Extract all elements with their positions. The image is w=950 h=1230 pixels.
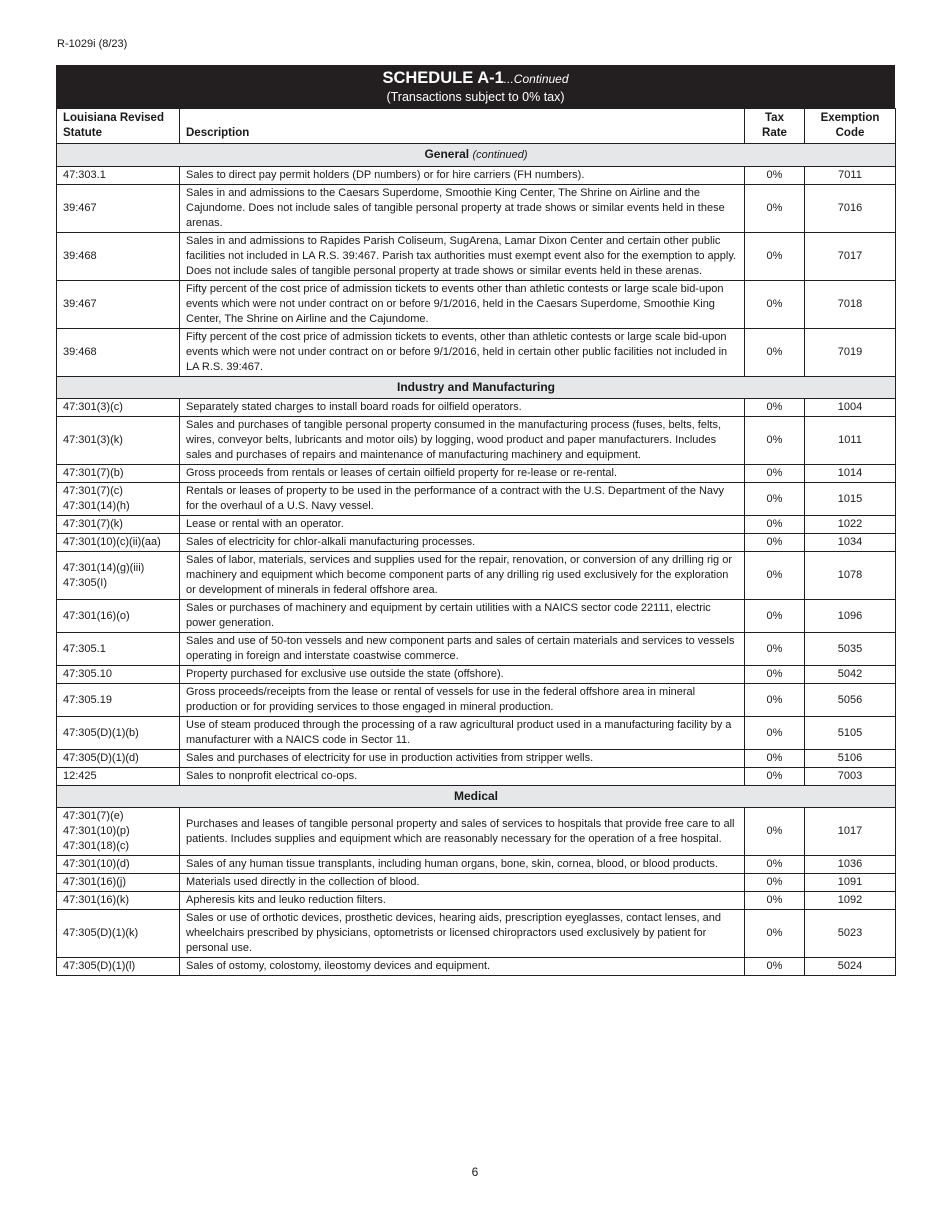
statute-cell bbox=[57, 329, 180, 377]
table-row bbox=[57, 684, 896, 717]
table-row bbox=[57, 167, 896, 185]
section-title-note: (continued) bbox=[472, 149, 528, 161]
statute-cell bbox=[57, 417, 180, 465]
tax-rate-cell: 0% bbox=[745, 666, 805, 684]
exemption-code-cell: 1015 bbox=[805, 483, 896, 516]
description-cell: Sales of electricity for chlor-alkali manufacturing processes. bbox=[180, 534, 745, 552]
statute-cell bbox=[57, 768, 180, 786]
statute-cell bbox=[57, 910, 180, 958]
statute-reference: 47:301(18)(c) bbox=[63, 840, 130, 852]
exemption-code-cell: 5056 bbox=[805, 684, 896, 717]
statute-reference: 47:301(7)(e) bbox=[63, 810, 124, 822]
table-row bbox=[57, 483, 896, 516]
tax-rate-cell: 0% bbox=[745, 233, 805, 281]
col-header-description: Description bbox=[180, 109, 745, 144]
table-row bbox=[57, 516, 896, 534]
banner-subtitle: (Transactions subject to 0% tax) bbox=[386, 90, 565, 104]
description-cell: Sales of ostomy, colostomy, ileostomy devices and equipment. bbox=[180, 958, 745, 976]
statute-cell bbox=[57, 600, 180, 633]
exemption-code-cell: 7018 bbox=[805, 281, 896, 329]
tax-rate-cell: 0% bbox=[745, 892, 805, 910]
statute-cell bbox=[57, 233, 180, 281]
tax-rate-cell: 0% bbox=[745, 856, 805, 874]
tax-rate-cell: 0% bbox=[745, 185, 805, 233]
description-cell: Sales or purchases of machinery and equipment by certain utilities with a NAICS sector code 22111, electric power generation. bbox=[180, 600, 745, 633]
statute-reference: 47:301(3)(c) bbox=[63, 401, 123, 413]
statute-cell bbox=[57, 483, 180, 516]
section-header-row bbox=[57, 786, 896, 808]
statute-reference: 39:468 bbox=[63, 346, 97, 358]
col-header-exemption-code: Exemption Code bbox=[805, 109, 896, 144]
tax-rate-cell: 0% bbox=[745, 417, 805, 465]
statute-reference: 47:303.1 bbox=[63, 169, 106, 181]
statute-cell bbox=[57, 465, 180, 483]
table-row bbox=[57, 768, 896, 786]
tax-rate-cell: 0% bbox=[745, 516, 805, 534]
exemption-code-cell: 1004 bbox=[805, 399, 896, 417]
exemption-code-cell: 5105 bbox=[805, 717, 896, 750]
exemption-code-cell: 7016 bbox=[805, 185, 896, 233]
statute-cell bbox=[57, 958, 180, 976]
schedule-banner bbox=[56, 65, 895, 108]
statute-cell bbox=[57, 534, 180, 552]
statute-reference: 47:301(10)(d) bbox=[63, 858, 130, 870]
statute-cell bbox=[57, 185, 180, 233]
statute-reference: 47:305.1 bbox=[63, 642, 106, 655]
exemption-code-cell: 5023 bbox=[805, 910, 896, 958]
tax-rate-cell: 0% bbox=[745, 768, 805, 786]
description-cell: Sales of labor, materials, services and supplies used for the repair, renovation, or conversion of any drilling rig or machinery and equipment which become component parts of any drilling rig used exclusively for the exploration or development of minerals in federal offshore area. bbox=[180, 552, 745, 600]
statute-reference: 47:301(16)(j) bbox=[63, 876, 126, 888]
exemption-code-cell: 5035 bbox=[805, 633, 896, 666]
tax-rate-cell: 0% bbox=[745, 910, 805, 958]
statute-reference: 47:305(D)(1)(l) bbox=[63, 960, 136, 972]
description-cell: Sales to direct pay permit holders (DP numbers) or for hire carriers (FH numbers). bbox=[180, 167, 745, 185]
table-row bbox=[57, 666, 896, 684]
exemption-code-cell: 1096 bbox=[805, 600, 896, 633]
description-cell: Separately stated charges to install board roads for oilfield operators. bbox=[180, 399, 745, 417]
description-cell: Sales of any human tissue transplants, including human organs, bone, skin, cornea, blood, or blood products. bbox=[180, 856, 745, 874]
statute-reference: 47:305(D)(1)(b) bbox=[63, 726, 139, 739]
tax-rate-cell: 0% bbox=[745, 684, 805, 717]
statute-cell bbox=[57, 808, 180, 856]
statute-reference: 47:301(7)(k) bbox=[63, 518, 123, 530]
description-cell: Materials used directly in the collection of blood. bbox=[180, 874, 745, 892]
statute-cell bbox=[57, 892, 180, 910]
exemption-code-cell: 5042 bbox=[805, 666, 896, 684]
tax-rate-cell: 0% bbox=[745, 552, 805, 600]
statute-cell bbox=[57, 281, 180, 329]
statute-reference: 47:305.19 bbox=[63, 693, 112, 706]
table-row bbox=[57, 856, 896, 874]
exemption-code-cell: 7011 bbox=[805, 167, 896, 185]
statute-cell bbox=[57, 856, 180, 874]
exemption-code-cell: 5024 bbox=[805, 958, 896, 976]
table-body bbox=[57, 144, 896, 976]
banner-title-line bbox=[56, 68, 895, 89]
statute-reference: 47:301(16)(k) bbox=[63, 894, 130, 906]
section-title bbox=[57, 786, 896, 808]
description-cell: Property purchased for exclusive use outside the state (offshore). bbox=[180, 666, 745, 684]
tax-rate-cell: 0% bbox=[745, 465, 805, 483]
table-row bbox=[57, 717, 896, 750]
statute-cell bbox=[57, 750, 180, 768]
description-cell: Purchases and leases of tangible personal property and sales of services to hospitals that provide free care to all patients. Includes supplies and equipment which are reasonably necessary for the operation of a free hospital. bbox=[180, 808, 745, 856]
exemption-code-cell: 1036 bbox=[805, 856, 896, 874]
description-cell: Use of steam produced through the processing of a raw agricultural product used in a manufacturing facility by a manufacturer with a NAICS code in Sector 11. bbox=[180, 717, 745, 750]
tax-rate-cell: 0% bbox=[745, 329, 805, 377]
section-header-row bbox=[57, 144, 896, 167]
tax-rate-cell: 0% bbox=[745, 167, 805, 185]
exemption-code-cell: 1091 bbox=[805, 874, 896, 892]
table-row bbox=[57, 534, 896, 552]
table-row bbox=[57, 750, 896, 768]
statute-cell bbox=[57, 167, 180, 185]
statute-reference: 47:301(7)(c) bbox=[63, 485, 123, 497]
section-title bbox=[57, 377, 896, 399]
tax-rate-cell: 0% bbox=[745, 633, 805, 666]
statute-reference: 47:305.10 bbox=[63, 668, 112, 680]
description-cell: Sales and use of 50-ton vessels and new component parts and sales of certain materials and services to vessels operating in foreign and interstate coastwise commerce. bbox=[180, 633, 745, 666]
exemption-code-cell: 7019 bbox=[805, 329, 896, 377]
statute-reference: 47:301(14)(h) bbox=[63, 500, 130, 512]
form-id: R-1029i (8/23) bbox=[57, 38, 128, 50]
section-title-text: Industry and Manufacturing bbox=[396, 380, 555, 394]
description-cell: Gross proceeds from rentals or leases of certain oilfield property for re-lease or re-rental. bbox=[180, 465, 745, 483]
description-cell: Lease or rental with an operator. bbox=[180, 516, 745, 534]
statute-reference: 47:301(3)(k) bbox=[63, 434, 123, 446]
exemption-code-cell: 7003 bbox=[805, 768, 896, 786]
description-cell: Sales in and admissions to the Caesars Superdome, Smoothie King Center, The Shrine on Airline and the Cajundome. Does not include sales of tangible personal property at trade shows or similar events held in these arenas. bbox=[180, 185, 745, 233]
statute-reference: 47:301(16)(o) bbox=[63, 609, 130, 622]
tax-rate-cell: 0% bbox=[745, 399, 805, 417]
tax-rate-cell: 0% bbox=[745, 750, 805, 768]
table-header-row bbox=[57, 109, 896, 144]
table-row bbox=[57, 910, 896, 958]
tax-rate-cell: 0% bbox=[745, 483, 805, 516]
tax-rate-cell: 0% bbox=[745, 717, 805, 750]
schedule-sheet bbox=[56, 65, 895, 976]
statute-cell bbox=[57, 717, 180, 750]
description-cell: Sales and purchases of electricity for use in production activities from stripper wells. bbox=[180, 750, 745, 768]
statute-cell bbox=[57, 874, 180, 892]
statute-reference: 47:305(I) bbox=[63, 576, 108, 589]
exemption-code-cell: 1022 bbox=[805, 516, 896, 534]
exemption-code-cell: 1017 bbox=[805, 808, 896, 856]
statute-reference: 47:301(14)(g)(iii) bbox=[63, 561, 145, 574]
exemption-code-cell: 1092 bbox=[805, 892, 896, 910]
statute-reference: 47:305(D)(1)(k) bbox=[63, 927, 139, 939]
section-title bbox=[57, 144, 896, 167]
description-cell: Rentals or leases of property to be used in the performance of a contract with the U.S. Department of the Navy for the overhaul of a U.S. Navy vessel. bbox=[180, 483, 745, 516]
description-cell: Sales and purchases of tangible personal property consumed in the manufacturing process (fuses, belts, felts, wires, conveyor belts, lubricants and motor oils) by logging, wood product and paper manufacturers. Includes sales and purchases of repairs and maintenance of manufacturing machinery and equipment. bbox=[180, 417, 745, 465]
exemption-code-cell: 5106 bbox=[805, 750, 896, 768]
exemption-code-cell: 1078 bbox=[805, 552, 896, 600]
tax-rate-cell: 0% bbox=[745, 874, 805, 892]
banner-continued: ...Continued bbox=[503, 72, 569, 86]
statute-reference: 47:301(10)(c)(ii)(aa) bbox=[63, 536, 161, 548]
statute-reference: 39:468 bbox=[63, 250, 97, 262]
col-header-tax-rate: Tax Rate bbox=[745, 109, 805, 144]
description-cell: Sales to nonprofit electrical co-ops. bbox=[180, 768, 745, 786]
section-title-text: Medical bbox=[453, 789, 498, 803]
banner-title: SCHEDULE A-1 bbox=[382, 69, 504, 87]
tax-rate-cell: 0% bbox=[745, 808, 805, 856]
tax-rate-cell: 0% bbox=[745, 281, 805, 329]
description-cell: Sales or use of orthotic devices, prosthetic devices, hearing aids, prescription eyeglasses, contact lenses, and wheelchairs prescribed by physicians, optometrists or licensed chiropractors used exclusively by patient for personal use. bbox=[180, 910, 745, 958]
statute-cell bbox=[57, 684, 180, 717]
tax-rate-cell: 0% bbox=[745, 534, 805, 552]
statute-reference: 39:467 bbox=[63, 202, 97, 214]
table-row bbox=[57, 399, 896, 417]
table-row bbox=[57, 417, 896, 465]
table-row bbox=[57, 633, 896, 666]
tax-rate-cell: 0% bbox=[745, 600, 805, 633]
description-cell: Apheresis kits and leuko reduction filters. bbox=[180, 892, 745, 910]
exemption-code-cell: 1014 bbox=[805, 465, 896, 483]
statute-reference: 47:305(D)(1)(d) bbox=[63, 752, 139, 764]
table-row bbox=[57, 281, 896, 329]
statute-reference: 39:467 bbox=[63, 298, 97, 310]
exemption-code-cell: 1034 bbox=[805, 534, 896, 552]
table-row bbox=[57, 874, 896, 892]
page-number: 6 bbox=[471, 1165, 479, 1179]
description-cell: Fifty percent of the cost price of admission tickets to events, other than athletic contests or large scale bid-upon events which were not under contract on or before 9/1/2016, held in certain other public facilities not included in LA R.S. 39:467. bbox=[180, 329, 745, 377]
table-row bbox=[57, 808, 896, 856]
table-row bbox=[57, 465, 896, 483]
statute-cell bbox=[57, 633, 180, 666]
statute-cell bbox=[57, 399, 180, 417]
statute-cell bbox=[57, 666, 180, 684]
section-header-row bbox=[57, 377, 896, 399]
statute-reference: 47:301(7)(b) bbox=[63, 467, 124, 479]
exemption-code-cell: 1011 bbox=[805, 417, 896, 465]
statute-cell bbox=[57, 516, 180, 534]
section-title-text: General bbox=[424, 147, 470, 161]
table-row bbox=[57, 185, 896, 233]
table-row bbox=[57, 552, 896, 600]
table-row bbox=[57, 329, 896, 377]
exemption-code-cell: 7017 bbox=[805, 233, 896, 281]
table-row bbox=[57, 958, 896, 976]
table-row bbox=[57, 233, 896, 281]
description-cell: Sales in and admissions to Rapides Parish Coliseum, SugArena, Lamar Dixon Center and certain other public facilities not included in LA R.S. 39:467. Parish tax authorities must exempt event also for the exemption to apply. Does not include sales of tangible personal property at trade shows or similar events held in these arenas. bbox=[180, 233, 745, 281]
description-cell: Fifty percent of the cost price of admission tickets to events other than athletic contests or large scale bid-upon events which were not under contract on or before 9/1/2016, held in the Caesars Superdome, Smoothie King Center, The Shrine on Airline and the Cajundome. bbox=[180, 281, 745, 329]
statute-reference: 12:425 bbox=[63, 770, 97, 782]
description-cell: Gross proceeds/receipts from the lease or rental of vessels for use in the federal offshore area in mineral production or for providing services to those engaged in mineral production. bbox=[180, 684, 745, 717]
tax-rate-cell: 0% bbox=[745, 958, 805, 976]
table-row bbox=[57, 600, 896, 633]
exemption-table bbox=[56, 108, 896, 976]
statute-cell bbox=[57, 552, 180, 600]
col-header-statute: Louisiana Revised Statute bbox=[57, 109, 180, 144]
table-row bbox=[57, 892, 896, 910]
statute-reference: 47:301(10)(p) bbox=[63, 825, 130, 837]
